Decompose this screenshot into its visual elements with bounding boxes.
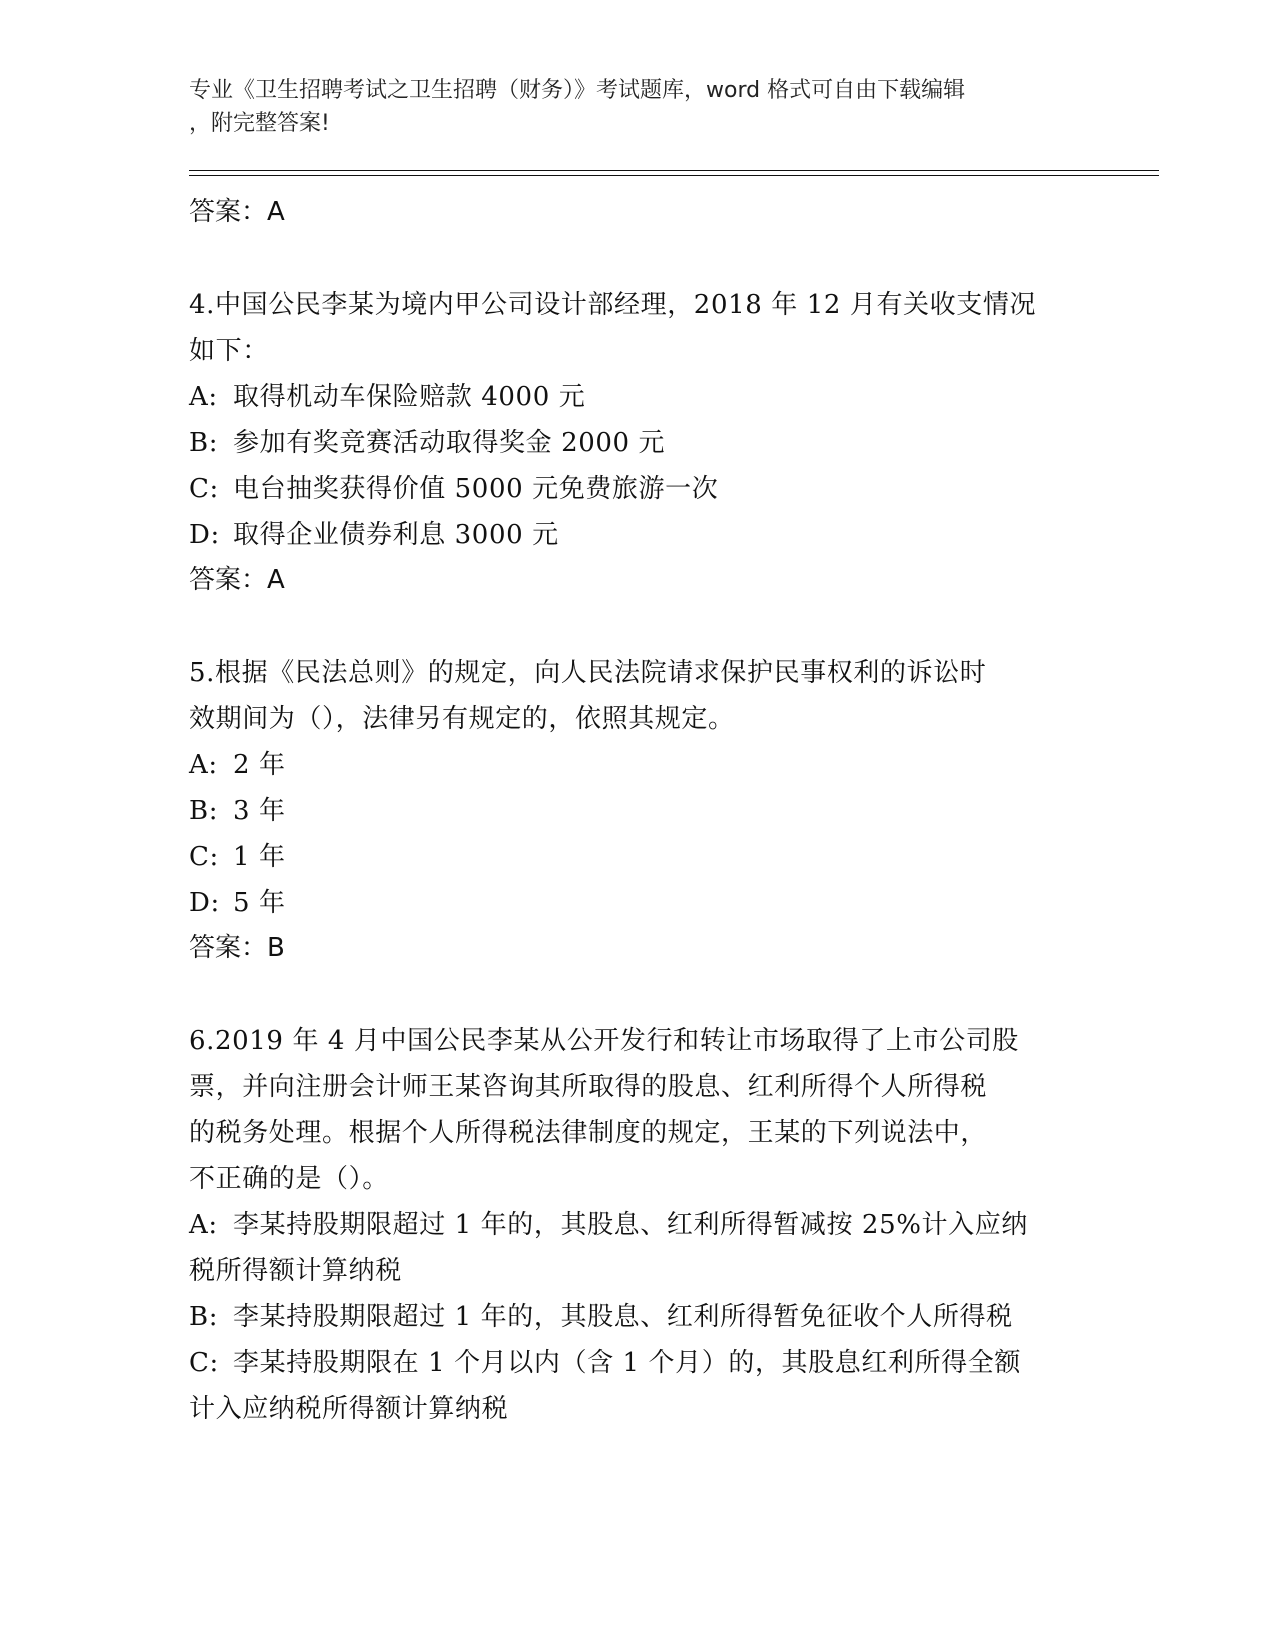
header-rule-top (189, 170, 1159, 171)
option-text: 2 年 (233, 750, 286, 780)
question-text-line: 票，并向注册会计师王某咨询其所取得的股息、红利所得个人所得税 (189, 1072, 988, 1102)
question-text-line: 5.根据《民法总则》的规定，向人民法院请求保护民事权利的诉讼时 (189, 658, 987, 688)
header-line-2: ，附完整答案! (189, 111, 330, 136)
option-a (189, 1202, 1089, 1248)
option-b (189, 1294, 1089, 1340)
option-b (189, 788, 1089, 834)
option-letter: C: (189, 1348, 219, 1378)
option-letter: A: (189, 382, 218, 412)
question-text-line: 不正确的是（）。 (189, 1164, 389, 1194)
option-a (189, 742, 1089, 788)
option-letter: C: (189, 842, 219, 872)
option-text: 参加有奖竞赛活动取得奖金 2000 元 (233, 428, 666, 458)
question-4 (189, 282, 1089, 602)
option-d (189, 880, 1089, 926)
option-letter: A: (189, 1210, 218, 1240)
question-6 (189, 1018, 1089, 1432)
option-a (189, 374, 1089, 420)
option-text: 李某持股期限超过 1 年的，其股息、红利所得暂免征收个人所得税 (233, 1302, 1013, 1332)
option-text: 李某持股期限超过 1 年的，其股息、红利所得暂减按 25%计入应纳 (233, 1210, 1028, 1240)
option-c (189, 466, 1089, 512)
question-text-line: 6.2019 年 4 月中国公民李某从公开发行和转让市场取得了上市公司股 (189, 1026, 1019, 1056)
question-text-line: 效期间为（），法律另有规定的，依照其规定。 (189, 704, 735, 734)
answer-line: 答案：A (189, 197, 285, 227)
option-d (189, 512, 1089, 558)
option-letter: B: (189, 1302, 219, 1332)
option-text: 5 年 (233, 888, 286, 918)
option-letter: C: (189, 474, 219, 504)
question-list (189, 190, 1089, 1432)
option-text: 取得机动车保险赔款 4000 元 (233, 382, 586, 412)
question-text-line: 4.中国公民李某为境内甲公司设计部经理，2018 年 12 月有关收支情况 (189, 290, 1037, 320)
option-text: 1 年 (233, 842, 286, 872)
option-b (189, 420, 1089, 466)
question-text-line: 的税务处理。根据个人所得税法律制度的规定，王某的下列说法中， (189, 1118, 988, 1148)
option-text: 李某持股期限在 1 个月以内（含 1 个月）的，其股息红利所得全额 (233, 1348, 1021, 1378)
option-c-continuation: 计入应纳税所得额计算纳税 (189, 1394, 509, 1424)
option-letter: D: (189, 888, 220, 918)
option-c (189, 1340, 1089, 1386)
header-line-1: 专业《卫生招聘考试之卫生招聘（财务）》考试题库，word 格式可自由下载编辑 (189, 78, 966, 103)
option-c (189, 834, 1089, 880)
page-header (189, 74, 1089, 140)
question-text-line: 如下： (189, 336, 269, 366)
option-text: 电台抽奖获得价值 5000 元免费旅游一次 (233, 474, 719, 504)
option-letter: D: (189, 520, 220, 550)
option-text: 取得企业债券利息 3000 元 (233, 520, 559, 550)
option-a-continuation: 税所得额计算纳税 (189, 1256, 402, 1286)
option-letter: A: (189, 750, 218, 780)
answer-line: 答案：B (189, 933, 285, 963)
option-text: 3 年 (233, 796, 286, 826)
header-rule-bottom (189, 175, 1159, 176)
option-letter: B: (189, 428, 219, 458)
question-5 (189, 650, 1089, 970)
option-letter: B: (189, 796, 219, 826)
answer-line: 答案：A (189, 565, 285, 595)
